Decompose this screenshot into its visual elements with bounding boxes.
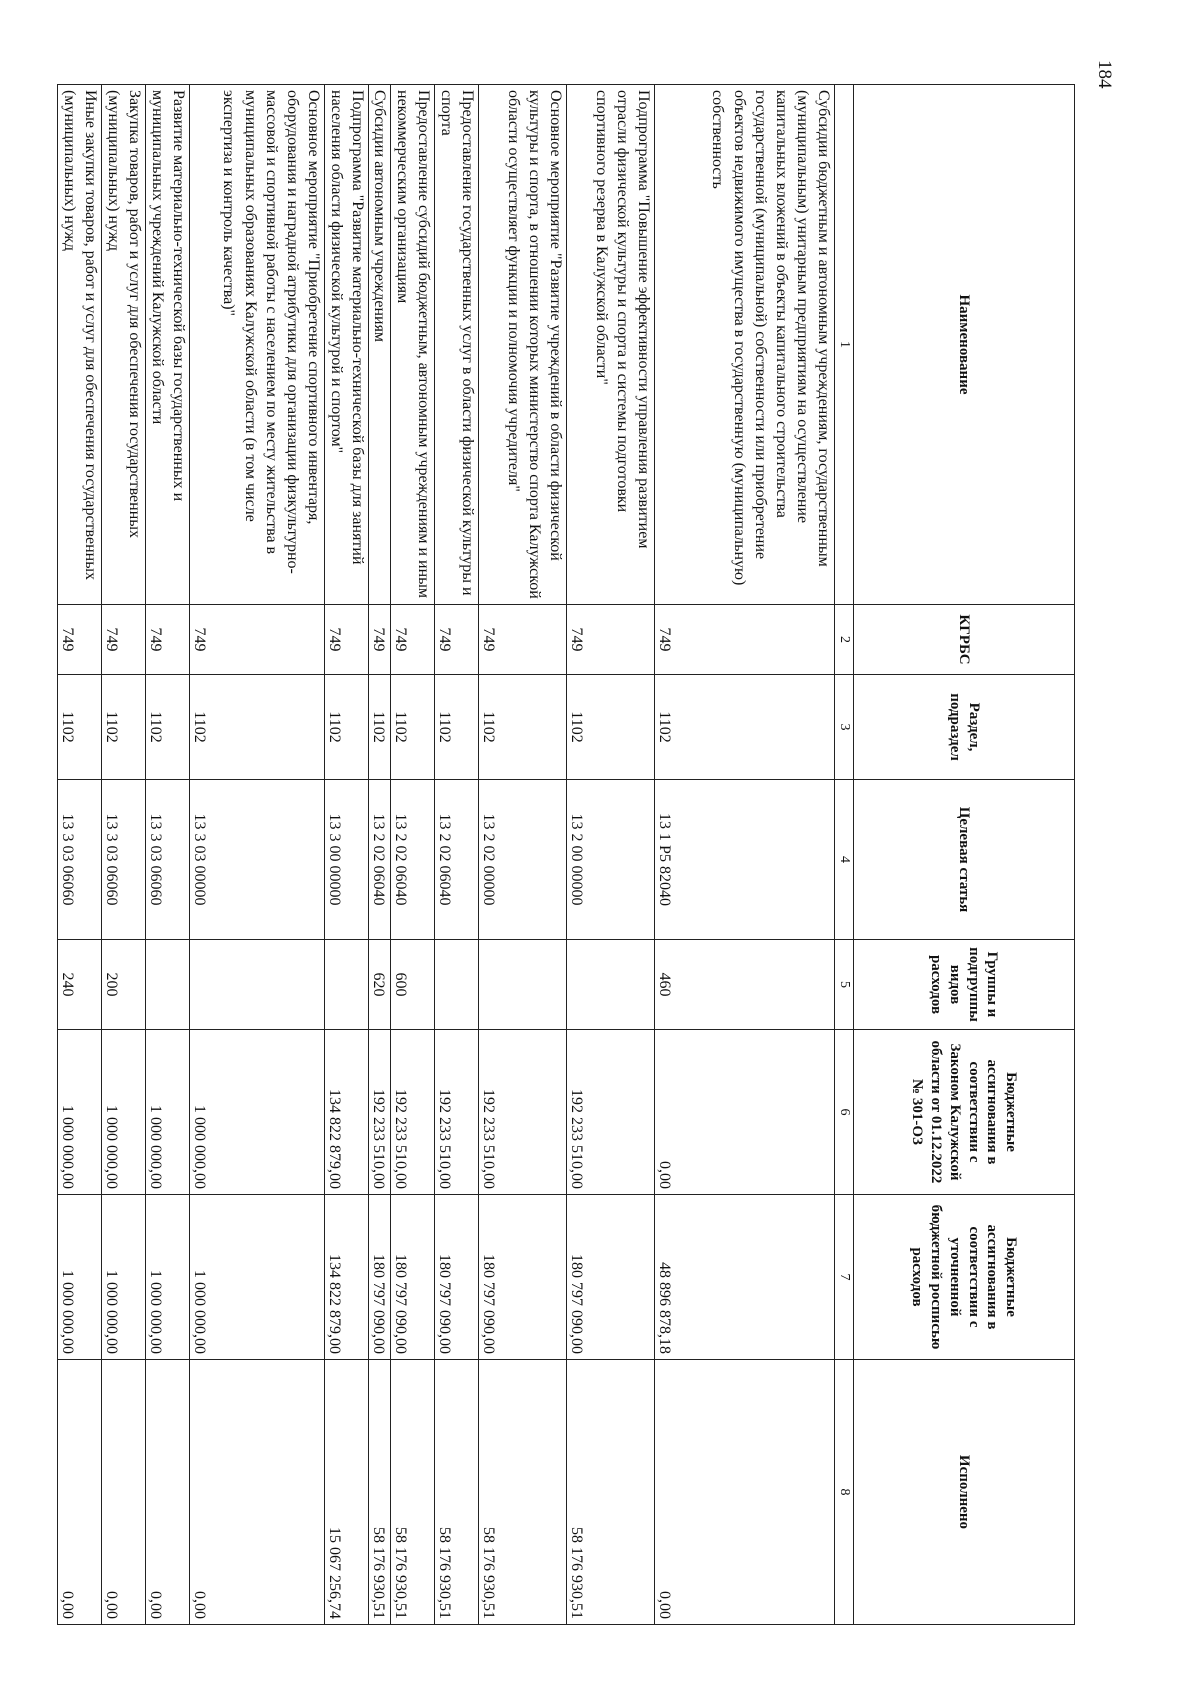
row-executed: 58 176 930,51 bbox=[368, 1360, 390, 1625]
row-law-allocation: 1 000 000,00 bbox=[145, 1030, 189, 1195]
table-row bbox=[479, 85, 567, 1625]
row-name: Развитие материально-технической базы государственных и муниципальных учреждений Калужской области bbox=[145, 85, 189, 605]
row-executed: 58 176 930,51 bbox=[391, 1360, 435, 1625]
row-name: Основное мероприятие "Развитие учреждений в области физической культуры и спорта, в отношении которых министерство спорта Калужской области осуществляет функции и полномочия учредителя" bbox=[479, 85, 567, 605]
row-law-allocation: 1 000 000,00 bbox=[101, 1030, 145, 1195]
col-number: 5 bbox=[835, 940, 854, 1030]
row-section: 1102 bbox=[479, 675, 567, 780]
col-number: 6 bbox=[835, 1030, 854, 1195]
row-section: 1102 bbox=[655, 675, 835, 780]
row-law-allocation: 0,00 bbox=[655, 1030, 835, 1195]
row-target-article: 13 2 02 06040 bbox=[391, 780, 435, 940]
table-row bbox=[391, 85, 435, 1625]
row-expense-group bbox=[567, 940, 655, 1030]
row-name: Предоставление государственных услуг в области физической культуры и спорта bbox=[435, 85, 479, 605]
table-row bbox=[324, 85, 368, 1625]
row-expense-group bbox=[189, 940, 324, 1030]
table-row bbox=[145, 85, 189, 1625]
row-target-article: 13 1 P5 82040 bbox=[655, 780, 835, 940]
row-law-allocation: 192 233 510,00 bbox=[479, 1030, 567, 1195]
row-expense-group bbox=[479, 940, 567, 1030]
row-section: 1102 bbox=[567, 675, 655, 780]
row-kgrbs: 749 bbox=[101, 605, 145, 675]
table-row bbox=[101, 85, 145, 1625]
row-target-article: 13 2 02 06040 bbox=[435, 780, 479, 940]
col-header-refined-allocation: Бюджетные ассигнования в соответствии с уточненной бюджетной росписью расходов bbox=[854, 1195, 1075, 1360]
row-kgrbs: 749 bbox=[189, 605, 324, 675]
table-row bbox=[189, 85, 324, 1625]
row-law-allocation: 192 233 510,00 bbox=[567, 1030, 655, 1195]
header-row bbox=[854, 85, 1075, 1625]
row-expense-group bbox=[145, 940, 189, 1030]
row-executed: 58 176 930,51 bbox=[479, 1360, 567, 1625]
row-executed: 15 067 256,74 bbox=[324, 1360, 368, 1625]
page-number: 184 bbox=[1094, 60, 1115, 89]
col-number: 8 bbox=[835, 1360, 854, 1625]
row-refined-allocation: 48 896 878,18 bbox=[655, 1195, 835, 1360]
budget-table bbox=[57, 84, 1075, 1625]
table-row bbox=[57, 85, 101, 1625]
col-header-law-allocation: Бюджетные ассигнования в соответствии с Законом Калужской области от 01.12.2022 № 301-ОЗ bbox=[854, 1030, 1075, 1195]
row-refined-allocation: 134 822 879,00 bbox=[324, 1195, 368, 1360]
row-refined-allocation: 1 000 000,00 bbox=[101, 1195, 145, 1360]
row-section: 1102 bbox=[435, 675, 479, 780]
table-body bbox=[57, 85, 834, 1625]
row-refined-allocation: 180 797 090,00 bbox=[391, 1195, 435, 1360]
row-kgrbs: 749 bbox=[57, 605, 101, 675]
row-expense-group bbox=[324, 940, 368, 1030]
col-header-section: Раздел, подраздел bbox=[854, 675, 1075, 780]
row-kgrbs: 749 bbox=[391, 605, 435, 675]
col-number: 1 bbox=[835, 85, 854, 605]
table-row bbox=[368, 85, 390, 1625]
row-name: Предоставление субсидий бюджетным, автономным учреждениям и иным некоммерческим организациям bbox=[391, 85, 435, 605]
row-kgrbs: 749 bbox=[145, 605, 189, 675]
row-law-allocation: 1 000 000,00 bbox=[189, 1030, 324, 1195]
row-name: Иные закупки товаров, работ и услуг для обеспечения государственных (муниципальных) нужд bbox=[57, 85, 101, 605]
col-header-kgrbs: КГРБС bbox=[854, 605, 1075, 675]
row-target-article: 13 2 02 06040 bbox=[368, 780, 390, 940]
row-law-allocation: 192 233 510,00 bbox=[368, 1030, 390, 1195]
row-expense-group: 620 bbox=[368, 940, 390, 1030]
row-refined-allocation: 180 797 090,00 bbox=[479, 1195, 567, 1360]
row-refined-allocation: 1 000 000,00 bbox=[145, 1195, 189, 1360]
row-section: 1102 bbox=[57, 675, 101, 780]
row-executed: 0,00 bbox=[57, 1360, 101, 1625]
row-expense-group: 600 bbox=[391, 940, 435, 1030]
row-section: 1102 bbox=[324, 675, 368, 780]
col-header-name: Наименование bbox=[854, 85, 1075, 605]
row-executed: 0,00 bbox=[189, 1360, 324, 1625]
row-section: 1102 bbox=[145, 675, 189, 780]
row-kgrbs: 749 bbox=[655, 605, 835, 675]
row-refined-allocation: 180 797 090,00 bbox=[567, 1195, 655, 1360]
row-refined-allocation: 1 000 000,00 bbox=[189, 1195, 324, 1360]
row-target-article: 13 3 03 06060 bbox=[101, 780, 145, 940]
row-name: Субсидии бюджетным и автономным учреждениям, государственным (муниципальным) унитарным предприятиям на осуществление капитальных вложений в объекты капитального строительства государственной (муниципальной) собственности или приобретение объектов недвижимого имущества в государственную (муниципальную) собственность bbox=[655, 85, 835, 605]
row-law-allocation: 192 233 510,00 bbox=[391, 1030, 435, 1195]
col-number: 2 bbox=[835, 605, 854, 675]
column-number-row bbox=[835, 85, 854, 1625]
row-name: Подпрограмма "Повышение эффективности управления развитием отрасли физической культуры и спорта и системы подготовки спортивного резерва в Калужской области" bbox=[567, 85, 655, 605]
row-refined-allocation: 180 797 090,00 bbox=[435, 1195, 479, 1360]
col-header-expense-group: Группы и подгруппы видов расходов bbox=[854, 940, 1075, 1030]
row-name: Подпрограмма "Развитие материально-технической базы для занятий населения области физической культурой и спортом" bbox=[324, 85, 368, 605]
row-section: 1102 bbox=[368, 675, 390, 780]
row-expense-group: 240 bbox=[57, 940, 101, 1030]
row-refined-allocation: 180 797 090,00 bbox=[368, 1195, 390, 1360]
row-executed: 0,00 bbox=[145, 1360, 189, 1625]
row-target-article: 13 3 00 00000 bbox=[324, 780, 368, 940]
row-target-article: 13 3 03 06060 bbox=[145, 780, 189, 940]
row-expense-group bbox=[435, 940, 479, 1030]
col-header-target: Целевая статья bbox=[854, 780, 1075, 940]
row-kgrbs: 749 bbox=[324, 605, 368, 675]
row-target-article: 13 3 03 06060 bbox=[57, 780, 101, 940]
row-target-article: 13 2 00 00000 bbox=[567, 780, 655, 940]
row-kgrbs: 749 bbox=[567, 605, 655, 675]
row-name: Закупка товаров, работ и услуг для обеспечения государственных (муниципальных) нужд bbox=[101, 85, 145, 605]
col-header-executed: Исполнено bbox=[854, 1360, 1075, 1625]
row-refined-allocation: 1 000 000,00 bbox=[57, 1195, 101, 1360]
row-target-article: 13 3 03 00000 bbox=[189, 780, 324, 940]
row-section: 1102 bbox=[391, 675, 435, 780]
row-law-allocation: 1 000 000,00 bbox=[57, 1030, 101, 1195]
row-target-article: 13 2 02 00000 bbox=[479, 780, 567, 940]
row-kgrbs: 749 bbox=[479, 605, 567, 675]
row-executed: 58 176 930,51 bbox=[567, 1360, 655, 1625]
row-executed: 0,00 bbox=[101, 1360, 145, 1625]
row-section: 1102 bbox=[189, 675, 324, 780]
col-number: 7 bbox=[835, 1195, 854, 1360]
row-kgrbs: 749 bbox=[368, 605, 390, 675]
rotated-page-content bbox=[58, 84, 1075, 1624]
table-row bbox=[655, 85, 835, 1625]
row-expense-group: 200 bbox=[101, 940, 145, 1030]
row-section: 1102 bbox=[101, 675, 145, 780]
col-number: 4 bbox=[835, 780, 854, 940]
table-row bbox=[567, 85, 655, 1625]
table-row bbox=[435, 85, 479, 1625]
row-kgrbs: 749 bbox=[435, 605, 479, 675]
row-name: Основное мероприятие "Приобретение спортивного инвентаря, оборудования и наградной атрибутики для организации физкультурно-массовой и спортивной работы с населением по месту жительства в муниципальных образованиях Калужской области (в том числе экспертиза и контроль качества)" bbox=[189, 85, 324, 605]
row-executed: 0,00 bbox=[655, 1360, 835, 1625]
row-name: Субсидии автономным учреждениям bbox=[368, 85, 390, 605]
row-expense-group: 460 bbox=[655, 940, 835, 1030]
col-number: 3 bbox=[835, 675, 854, 780]
row-law-allocation: 134 822 879,00 bbox=[324, 1030, 368, 1195]
row-law-allocation: 192 233 510,00 bbox=[435, 1030, 479, 1195]
row-executed: 58 176 930,51 bbox=[435, 1360, 479, 1625]
